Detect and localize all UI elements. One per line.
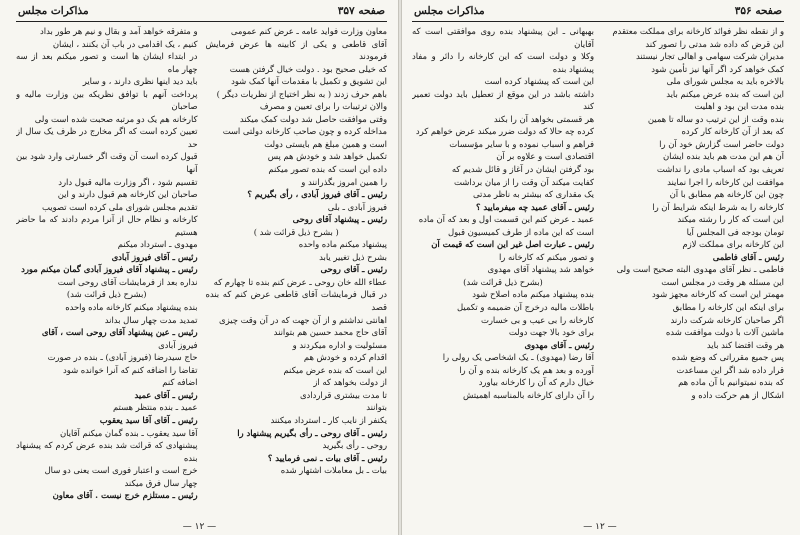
text-line: فیروز آبادی ـ بلی [327,201,387,212]
text-line: (بشرح ذیل قرائت شد) [463,276,543,287]
text-line: وکلا و دولت است که این کارخانه را دائر و مفاد پیشنهاد بنده [412,51,594,74]
text-line: آقا رضا (مهدوی) ـ یک اشخاصی یک رولی را [442,352,594,363]
text-line: رئیس ـ آقای عمید چه میفرمایید ؟ [475,201,594,212]
left-page-right-column [206,25,388,517]
text-line: اقتصادی است و علاوه بر آن [496,151,594,162]
text-line: ماشین آلات با دولت موافقت شده [665,327,784,338]
text-line: بنده پیشنهاد میکنم کارخانه ماده واحده [65,302,198,313]
text-line: برای اینکه این کارخانه را مطابق [672,302,784,313]
text-line: تومان بودجه فی المجلس آیا [686,226,784,237]
text-line: را آن دارای کارخانه بالمناسبه اهمیتش [463,389,594,400]
left-header-title: مذاکرات مجلس [18,5,89,17]
text-line: را همین امروز بگذرانند و [301,176,387,187]
text-line: رئیس ـ آقای فاطمی [712,251,784,262]
text-line: اگر صاحبان کارخانه شرکت دارند [670,314,784,325]
text-line: خیال دارم که آن را کارخانه بیاورد [478,377,594,388]
left-header-page-number: صفحه ۳۵۷ [337,5,385,17]
text-line: آورده و بعد هم یک کارخانه بنده و آن را [459,364,594,375]
left-page-footer: — ۱۲ — [182,522,217,532]
text-line: بالاخره باید به مجلس شورای ملی [666,76,784,87]
text-line: حاج سیدرضا (فیروز آبادی) ـ بنده در صورت [47,352,198,363]
text-line: و متفرقه خواهد آمد و بقال و نیم هر طور بداد [40,26,198,36]
text-line: باهم حرف زدند ( به نظر اختیاج از نظریات دیگر ) [216,88,387,99]
text-line: این قرض که داده شد مدتی را تصور کند [645,38,784,49]
text-line: تا مدت بیشتری قراردادی [299,389,387,400]
text-line: عمید ـ عرض کنم این قسمت اول و بعد که آن ماده [418,214,594,225]
text-line: رئیس ـ پیشنهاد آقای روحی [292,214,387,225]
text-line: مهدوی ـ استرداد میکنم [117,239,198,250]
text-line: باید دید اینها نظری دارند ، و سایر [82,76,198,87]
text-line: در قبال فرمایشات آقای قاطعی عرض کنم که بنده قصد [205,289,387,313]
text-line: نداره بعد از فرمایشات آقای روحی است [57,276,198,287]
text-line: آقای قاطعی و یکی از کابینه ها عرض فرمایش فرمودند [205,38,387,62]
text-line: است که این ماده از طرف کمیسیون قبول [448,226,594,237]
right-page-left-column [412,25,594,517]
text-line: این است که بنده عرض میکنم باید [666,88,784,99]
text-line: مدیران شرکت سهامی و اهالی تجار نیستند [635,51,784,62]
text-line: این است که پیشنهاد کرده است [484,76,594,87]
text-line: بیات ـ بل معاملات اشتهار شده [280,465,387,476]
right-page-header [412,4,784,22]
text-line: پیشنهادی که قرائت شد بنده عرض کردم که پیشنهاد بنده [16,440,198,463]
text-line: فیروز آبادی [158,339,198,350]
text-line: هر وقت اقتضا کند باید [706,339,784,350]
text-line: تقسیم شود ، اگر وزارت مالیه قبول دارد [58,176,198,187]
text-line: اشکال از هم حرکت داده و [691,389,784,400]
text-line: آقای حاج محمد حسین هم بتوانند [273,327,387,338]
left-page-header [16,4,387,22]
book-gutter [398,0,402,535]
text-line: کرده چه حالا که دولت ضرر میکند عرض خواهم کرد [415,126,594,137]
text-line: این است که بنده عرض میکنم [283,364,387,375]
text-line: وقتی موافقت حاصل شد دولت کمک میکند [239,113,387,124]
text-line: این تشویق و تکمیل با مقدمات آنها کمک شود [231,76,387,87]
text-line: مسئولیت و اداره میکردند و [292,339,387,350]
text-line: تقدیم مجلس شورای ملی کرده است تصویب [42,201,198,212]
text-line: بهبهانی ـ این پیشنهاد بنده روی موافقتی است که آقایان [412,26,594,49]
text-line: کارخانه را بی عیب و بی خسارت [480,314,594,325]
text-line: پیشنهاد میکنم ماده واحده [298,239,387,250]
text-line: رئیس ـ عبارت اصل غیر این است که قیمت آن [431,239,594,250]
left-page-left-column [16,25,198,517]
text-line: یک مقداری که بیشتر به ناظر مدتی [473,189,594,200]
text-line: معاون وزارت فواید عامه ـ عرض کنم عمومی [230,26,387,36]
text-line: رئیس ـ آقای بیات ـ نمی فرمایید ؟ [267,452,387,463]
text-line: عمید ـ بنده منتظر هستم [112,402,198,413]
text-line: پرداخت آنهم با توافق نظریکه بین وزارت مالیه و صاحبان [16,88,198,112]
text-line: این مسئله هر وقت در مجلس است [661,276,784,287]
text-line: برای خود بالا جهت دولت [508,327,594,338]
text-line: قرار داده شد اگر این مساعدت [676,364,784,375]
text-line: تقاضا را اضافه کنم که آنرا خوانده شود [63,364,198,375]
text-line: مهمتر این است که کارخانه مجهز شود [652,289,784,300]
text-line: تعریف بود که اسباب مادی را نداشت [656,164,784,175]
text-line: فاطمی ـ نظر آقای مهدوی البته صحیح است ولی [616,264,784,275]
text-line: بنده وقت از این ترتیب دو ساله تا همین [647,113,784,124]
text-line: که بنده نمیتوانیم با آن ماده هم [678,377,784,388]
text-line: رئیس ـ آقای عمید [134,389,198,400]
text-line: بتوانند [366,402,387,413]
text-line: که بعد از آن کارخانه کار کرده [681,126,784,137]
text-line: آن هم این مدت هم باید بنده ایشان [663,151,784,162]
text-line: فراهم و اسباب نموده و با سایر مؤسسات [449,138,594,149]
text-line: چون این کارخانه هم مطابق با آن [669,189,784,200]
text-line: موافقت این کارخانه را اجرا نمایند [667,176,784,187]
text-line: است و همین مبلغ هم بایستی دولت [264,138,387,149]
text-line: داده این است که بنده تصور میکنم [268,164,387,175]
text-line: مداخله کرده و چون صاحب کارخانه دولتی است [222,126,387,137]
text-line: صاحبان این کارخانه هم قبول دارند و این [57,189,198,200]
text-line: کمک خواهد کرد اگر آنها نیز تأمین شود [651,63,784,74]
text-line: کارخانه را به شرط اینکه شرایط آن را [652,201,784,212]
text-line: یکنفر از نایب کار ـ استرداد میکنند [270,414,387,425]
text-line: چهار سال فرق میکند [124,477,198,488]
text-line: این است که کار را رشته میکند [677,214,784,225]
text-line: اقدام کرده و خودش هم [303,352,387,363]
text-line: و از نقطه نظر فوائد کارخانه برای مملکت معتقدم [612,26,784,36]
text-line: و تصور میکنم که کارخانه را [498,251,594,262]
text-line: رئیس ـ آقای فیروز آبادی [111,251,198,262]
right-page [400,0,800,535]
text-line: بود گرفتن ایشان در آغاز و قائل شدیم که [451,164,594,175]
text-line: رئیس ـ آقای روحی [320,264,387,275]
text-line: تکمیل خواهد شد و خودش هم پس [267,151,387,162]
text-line: والان ترتیبات را برای تعیین و مصرف [259,101,387,112]
text-line: رئیس ـ آقای آقا سید یعقوب [99,414,198,425]
text-line: کارخانه و نظام حال از آنرا مردم دادند که ما حاضر هستیم [16,214,198,237]
text-line: بشرح ذیل تغییر یابد [319,251,387,262]
left-page-columns [16,25,387,517]
right-header-title: مذاکرات مجلس [414,5,485,17]
right-page-right-column [602,25,784,517]
text-line: بنده پیشنهاد میکنم ماده اصلاح شود [472,289,594,300]
text-line: این کارخانه برای مملکت لازم [682,239,784,250]
text-line: رئیس ـ آقای فیروز آبادی ، رأی بگیریم ؟ [247,189,387,200]
text-line: در ابتداء ایشان ها است و تصور میکنم بعد از سه چهار ماه [16,51,198,74]
text-line: اضافه کنم [162,377,198,388]
text-line: کفایت میکند آن وقت را از میان برداشت [454,176,594,187]
text-line: رئیس ـ مستلزم خرج نیست . آقای معاون [52,490,198,501]
text-line: آقا سید یعقوب ـ بنده گمان میکنم آقایان [59,427,198,438]
text-line: ( بشرح ذیل قرائت شد ) [253,226,339,237]
text-line: رئیس ـ آقای مهدوی [524,339,594,350]
text-line: که خیلی صحیح بود . دولت خیال گرفتن هست [229,63,387,74]
text-line: کارخانه هم یک دو مرتبه صحبت شده است ولی [34,113,198,124]
text-line: داشته باشد در این موقع از تعطیل باید دولت تعمیر کند [412,88,594,112]
right-page-footer: — ۱۲ — [583,522,617,532]
right-header-page-number: صفحه ۳۵۶ [734,5,782,17]
text-line: از دولت بخواهد که از [313,377,387,388]
text-line: پس جمیع مقرراتی که وضع شده [671,352,784,363]
text-line: اهانتی نداشتم و از آن جهت که در آن وقت چیزی [219,314,387,325]
text-line: (بشرح ذیل قرائت شد) [66,289,147,300]
text-line: قبول کرده است آن وقت اگر خسارتی وارد شود بین آنها [16,151,198,175]
text-line: باطلات مالیه درخرج آن ضمیمه و تکمیل [457,302,594,313]
text-line: خرج است و اعتبار فوری است یعنی دو سال [44,465,198,476]
text-line: رئیس ـ عین پیشنهاد آقای روحی است ، آقای [41,327,198,338]
text-line: عطاء الله خان روحی ـ عرض کنم بنده تا چهارم که [213,276,387,287]
text-line: تمدید مدت چهار سال بداند [104,314,198,325]
text-line: تعیین کرده است که اگر مخارج در ظرف یک سال از حد [16,126,198,149]
text-line: رئیس ـ آقای روحی ـ رأی بگیریم پیشنهاد را [237,427,387,438]
text-line: روحی ـ رأی بگیرید [322,440,387,451]
right-page-columns [412,25,784,517]
text-line: رئیس ـ پیشنهاد آقای فیروز آبادی گمان میکنم مورد [21,264,198,275]
text-line: دولت حاضر است گزارش خود آن را [659,138,784,149]
text-line: کنیم ، یک اقدامی در باب آن بکنند ، ایشان [52,38,198,49]
text-line: بنده مدت این بود و اهلیت [694,101,784,112]
text-line: خواهد شد پیشنهاد آقای مهدوی [487,264,594,275]
text-line: هر قسمتی بخواهد آن را بکند [493,113,594,124]
